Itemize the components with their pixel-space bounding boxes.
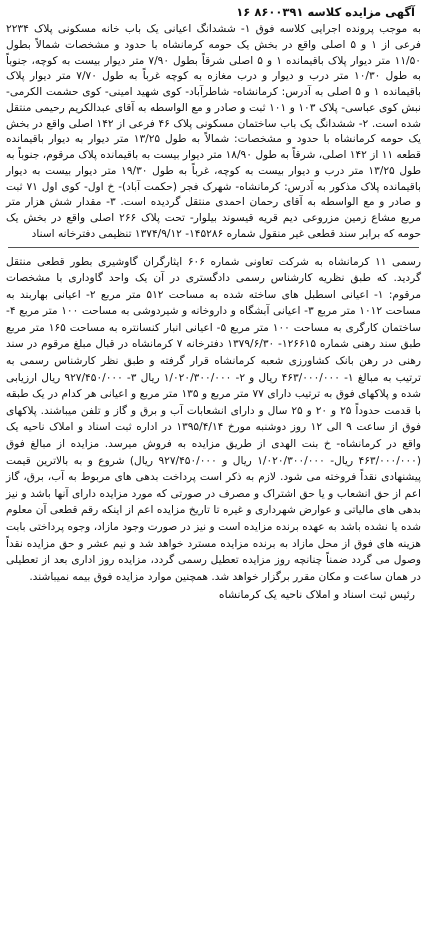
notice-paragraph-1: به موجب پرونده اجرایی کلاسه فوق ۱- ششدانگ اعیانی یک باب خانه مسکونی پلاک ۲۲۳۴ فرعی از ۱ و ۵ اصلی واقع در بخش یک حومه کرمانشاه با حدود و مشخصات شمالاً بطول ۱۱/۵۰ متر دیوار پلاک باقیمانده ۱ و ۵ اصلی شرقاً بطول ۷/۹۰ متر دیوار بیست به کوچه، جنوباً به طول ۱۰/۳۰ متر درب و دیوار و درب مغازه به کوچه غرباً به طول ۷/۷۰ متر دیوار پلاک باقیمانده ۱ و ۵ اصلی به آدرس: کرمانشاه- شاطرآباد- کوی شهید امینی- کوی حشمت الکرمی- نبش کوی عباسی- پلاک ۱۰۳ و ۱۰۱ ثبت و صادر و مع الواسطه به آقای عبدالکریم رحیمی منتقل شده است. ۲- ششدانگ یک باب ساختمان مسکونی پلاک ۴۶ فرعی از ۱۴۲ اصلی واقع در بخش یک حومه کرمانشاه با حدود و مشخصات: شمالاً به طول ۱۳/۲۵ متر دیوار به دیوار باقیمانده قطعه ۱۱ از ۱۴۲ اصلی، شرقاً به طول ۱۸/۹۰ متر دیوار بیست به باقیمانده پلاک مرقوم، جنوباً به طول ۱۳/۲۵ متر درب و دیوار بیست به کوچه، غرباً به طول ۱۹/۳۰ متر دیوار بیست به دیوار باقیمانده پلاک مذکور به آدرس: کرمانشاه- شهرک فجر (حکمت آباد)- خ اول- کوی اول ۷۱ ثبت و صادر و مع الواسطه به آقای رحمان احمدی منتقل گردیده است. ۳- مقدار شش هزار متر مربع مشاع زمین مزروعی دیم قریه قیسوند بیلوار- تحت پلاک ۲۶۶ اصلی واقع در بخش یک حومه که برابر سند قطعی غیر منقول شماره ۱۴۵۲۸۶- ۱۳۷۴/۹/۱۲ تنظیمی دفترخانه اسناد	[6, 23, 422, 240]
notice-title: آگهی مزایده کلاسه ۸۶۰۰۳۹۱ ۱۶	[236, 5, 415, 19]
notice-signature: رئیس ثبت اسناد و املاک ناحیه یک کرمانشاه	[218, 588, 415, 602]
notice-paragraph-2: رسمی ۱۱ کرمانشاه به شرکت تعاونی شماره ۶۰۶ ایثارگران گاوشیری بطور قطعی منتقل گردید. که طبق نظریه کارشناس رسمی دادگستری در آن یک واحد گاوداری با مشخصات مرقوم: ۱- اعیانی اسطبل های ساخته شده به مساحت ۵۱۲ متر مربع ۲- اعیانی بهاربند به مساحت ۱۰۱۲ متر مربع ۳- اعیانی آبشگاه و داروخانه و شیردوشی به مساحت ۱۰۰ متر مربع ۴- ساختمان کارگری به مساحت ۱۰۰ متر مربع ۵- اعیانی انبار کنسانتره به مساحت ۱۶۵ متر مربع طبق سند رهنی شماره ۱۲۶۶۱۵- ۱۳۷۹/۶/۳۰ دفترخانه ۷ کرمانشاه در قبال مبلغ مرقوم در سند رهنی در رهن بانک کشاورزی شعبه کرمانشاه قرار گرفته و طبق نظر کارشناس رسمی به ترتیب به مبالغ ۱- ۴۶۳/۰۰۰/۰۰۰ ریال و ۲- ۱/۰۲۰/۳۰۰/۰۰۰ ریال ۳- ۹۲۷/۴۵۰/۰۰۰ ریال ارزیابی شده و پلاکهای فوق به ترتیب دارای ۷۷ متر مربع و ۱۳۵ متر مربع و اعیانی هر کدام در یک طبقه با قدمت حدوداً ۲۵ و ۲۰ و ۲۵ سال و دارای انشعابات آب و برق و گاز و تلفن میباشند. پلاکهای فوق از ساعت ۹ الی ۱۲ روز دوشنبه مورخ ۱۳۹۵/۴/۱۴ در اداره ثبت اسناد و املاک ناحیه یک واقع در کرمانشاه- خ بنت الهدی از طریق مزایده به فروش میرسد. مزایده از مبالغ فوق (۴۶۳/۰۰۰/۰۰۰ ریال- ۱/۰۲۰/۳۰۰/۰۰۰ ریال و ۹۲۷/۴۵۰/۰۰۰ ریال) شروع و به بالاترین قیمت پیشنهادی نقداً فروخته می شود. لازم به ذکر است پرداخت بدهی های مربوط به آب، برق، گاز اعم از حق انشعاب و یا حق اشتراک و مصرف در صورتی که مورد مزایده دارای آنها باشد و نیز بدهی های مالیاتی و عوارض شهرداری و غیره تا تاریخ مزایده اعم از اینکه رقم قطعی آن معلوم شده یا نشده باشد به عهده برنده مزایده است و نیز در صورت وجود مازاد، وجوه پرداختی بابت هزینه های فوق از محل مازاد به برنده مزایده مسترد خواهد شد و نیم عشر و حق مزایده نقداً وصول می گردد ضمناً چنانچه روز مزایده تعطیل رسمی گردد، مزایده روز اداری بعد از تعطیلی در همان ساعت و مکان مقرر برگزار خواهد شد. همچنین موارد مزایده فوق بیمه نمیباشند.	[6, 255, 422, 583]
section-divider	[8, 247, 419, 248]
